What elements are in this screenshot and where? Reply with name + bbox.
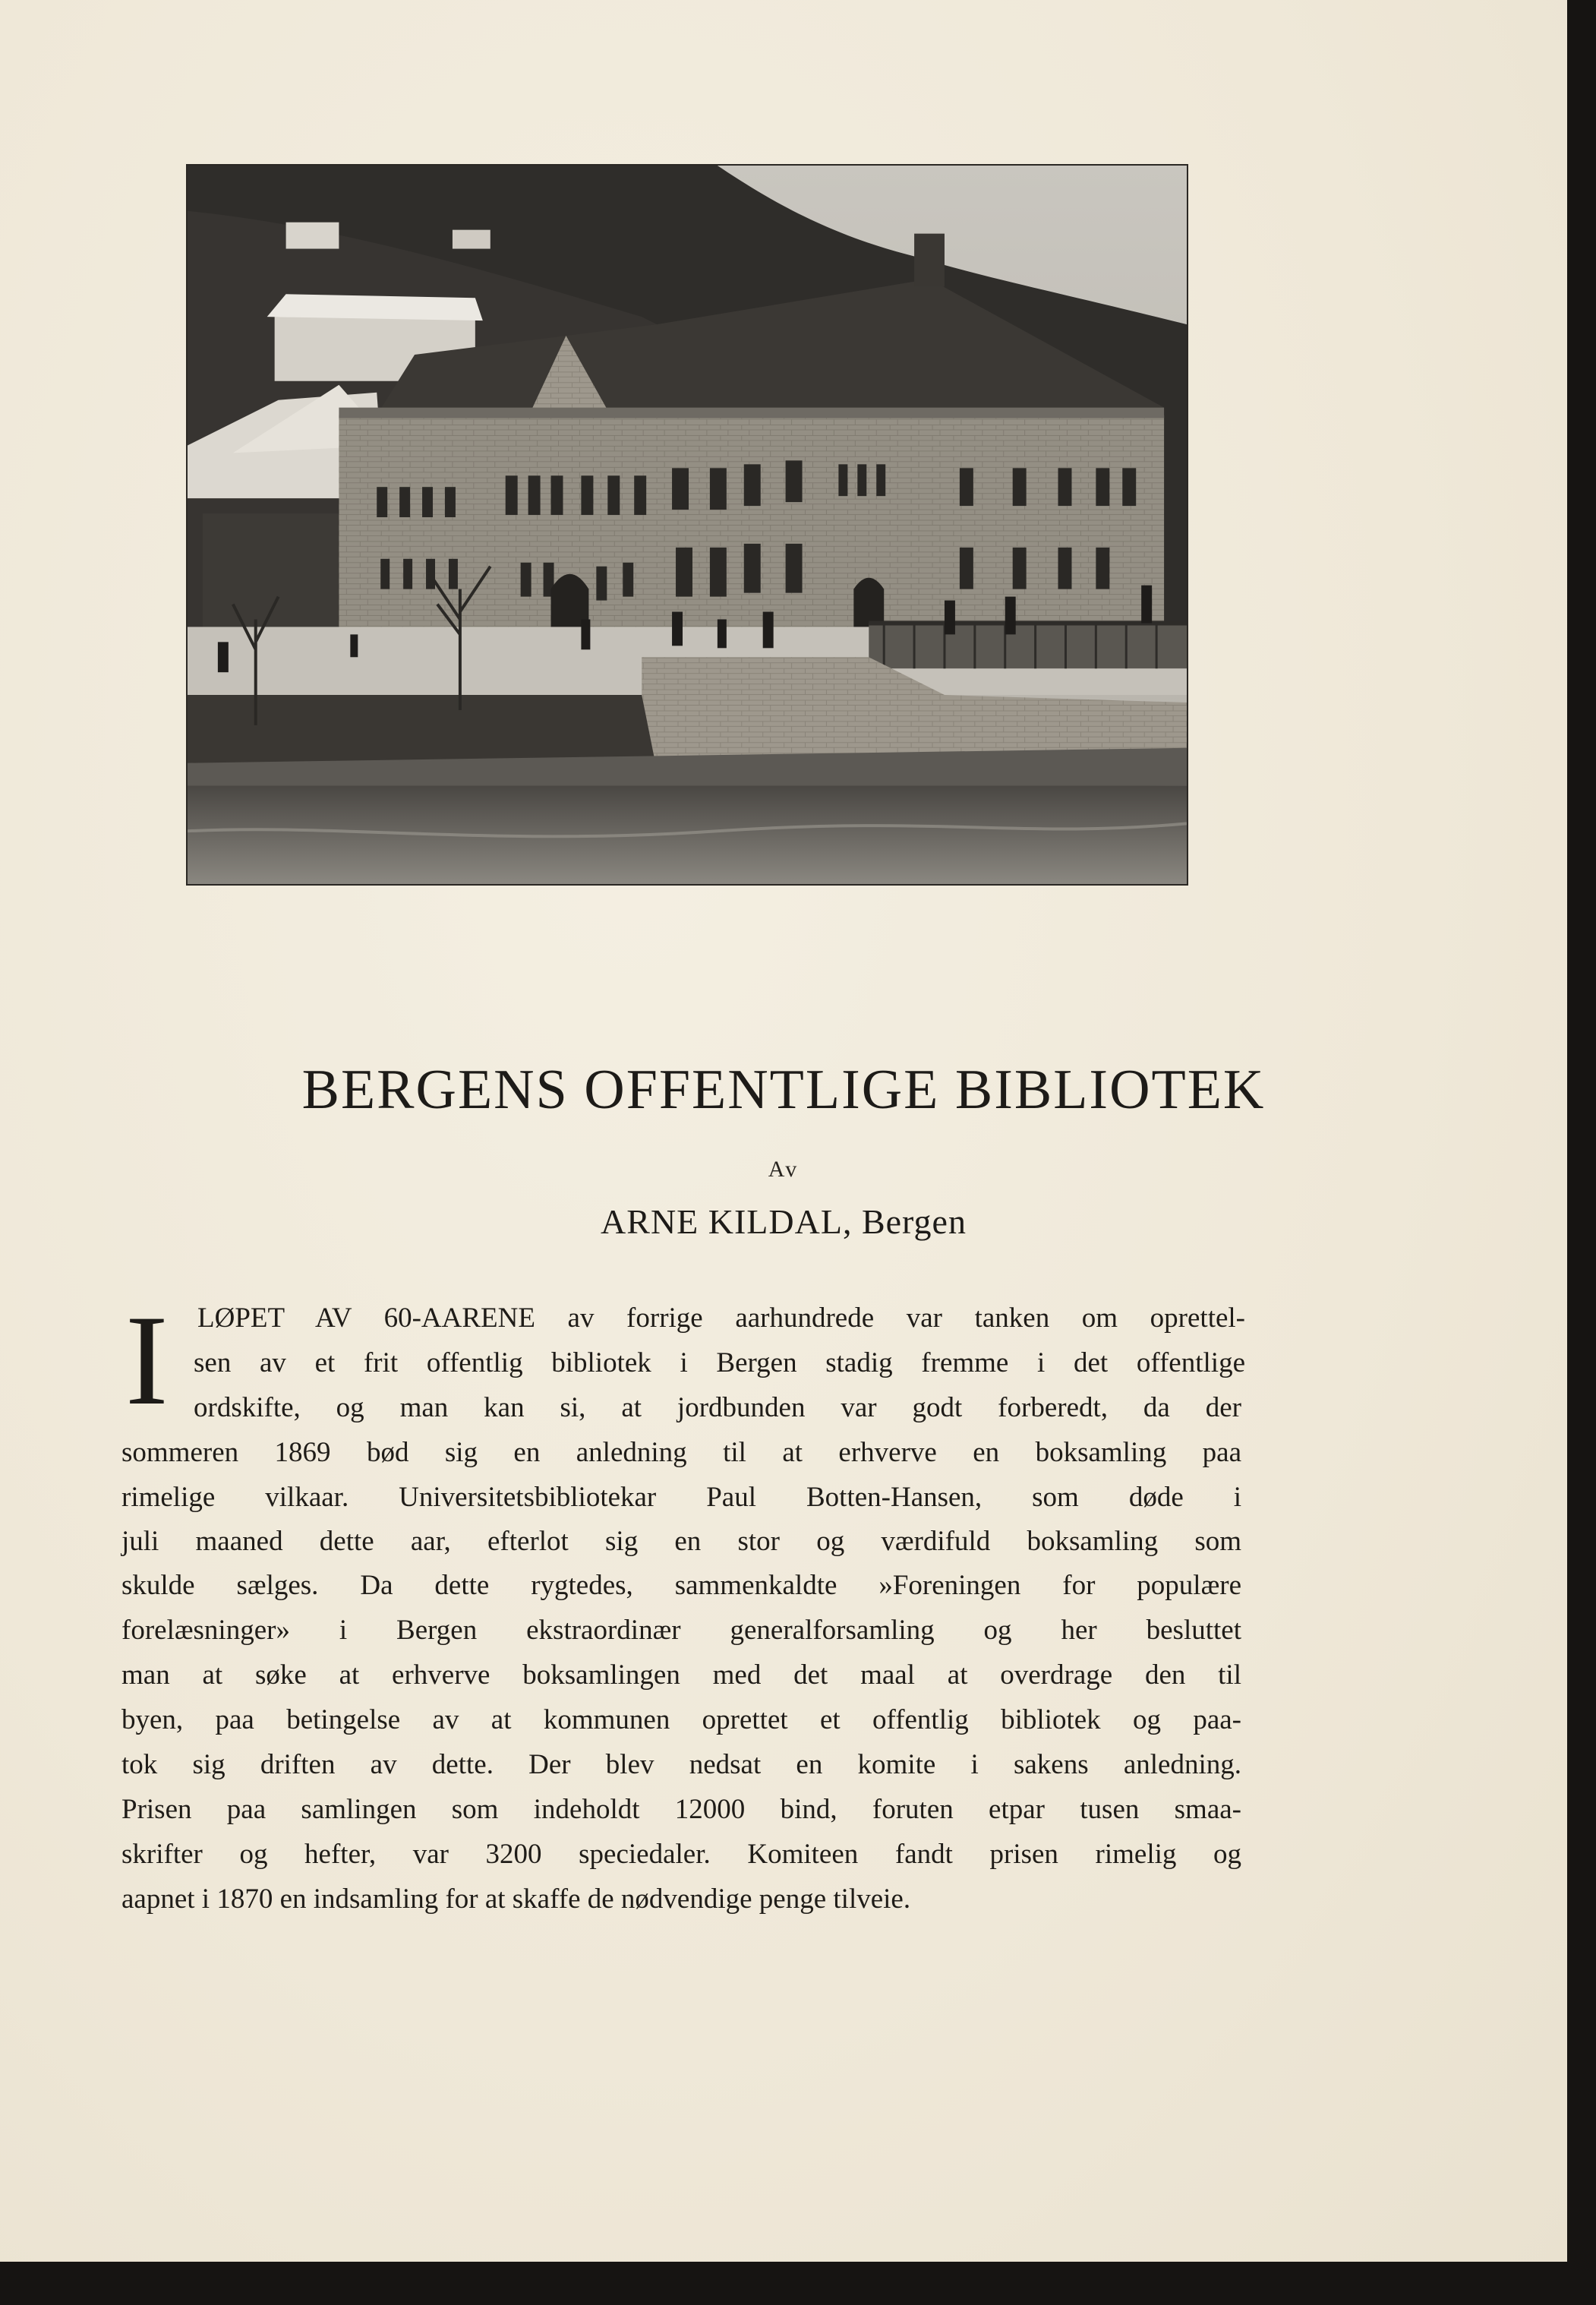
body-line: tok sig driften av dette. Der blev nedsat en komite i sakens anledning. — [121, 1749, 1241, 1780]
body-line: forelæsninger» i Bergen ekstraordinær generalforsamling og her besluttet — [121, 1615, 1241, 1646]
byline-prefix: Av — [768, 1157, 800, 1182]
body-line: juli maaned dette aar, efterlot sig en stor og værdifuld boksamling som — [121, 1526, 1241, 1557]
body-line: byen, paa betingelse av at kommunen oprettet et offentlig bibliotek og paa- — [121, 1704, 1241, 1735]
body-line: sen av et frit offentlig bibliotek i Bergen stadig fremme i det offentlige — [194, 1347, 1245, 1378]
body-line: Prisen paa samlingen som indeholdt 12000 bind, foruten etpar tusen smaa- — [121, 1794, 1241, 1825]
body-line: sommeren 1869 bød sig en anledning til at erhverve en boksamling paa — [121, 1437, 1241, 1468]
drop-cap: I — [125, 1289, 169, 1432]
body-line: aapnet i 1870 en indsamling for at skaffe de nødvendige penge tilveie. — [121, 1883, 911, 1915]
byline-author: ARNE KILDAL, Bergen — [601, 1202, 967, 1241]
article-title: BERGENS OFFENTLIGE BIBLIOTEK — [301, 1059, 1266, 1121]
body-line: man at søke at erhverve boksamlingen med det maal at overdrage den til — [121, 1659, 1241, 1691]
library-building-photograph — [186, 164, 1188, 886]
body-line: skrifter og hefter, var 3200 speciedaler. Komiteen fandt prisen rimelig og — [121, 1839, 1241, 1870]
body-line: skulde sælges. Da dette rygtedes, sammenkaldte »Foreningen for populære — [121, 1570, 1241, 1601]
body-line: rimelige vilkaar. Universitetsbibliotekar Paul Botten-Hansen, som døde i — [121, 1482, 1241, 1513]
body-line: ordskifte, og man kan si, at jordbunden var godt forberedt, da der — [194, 1392, 1241, 1423]
photograph-image — [188, 166, 1187, 884]
body-line: LØPET AV 60-AARENE av forrige aarhundrede var tanken om oprettel- — [197, 1302, 1245, 1334]
